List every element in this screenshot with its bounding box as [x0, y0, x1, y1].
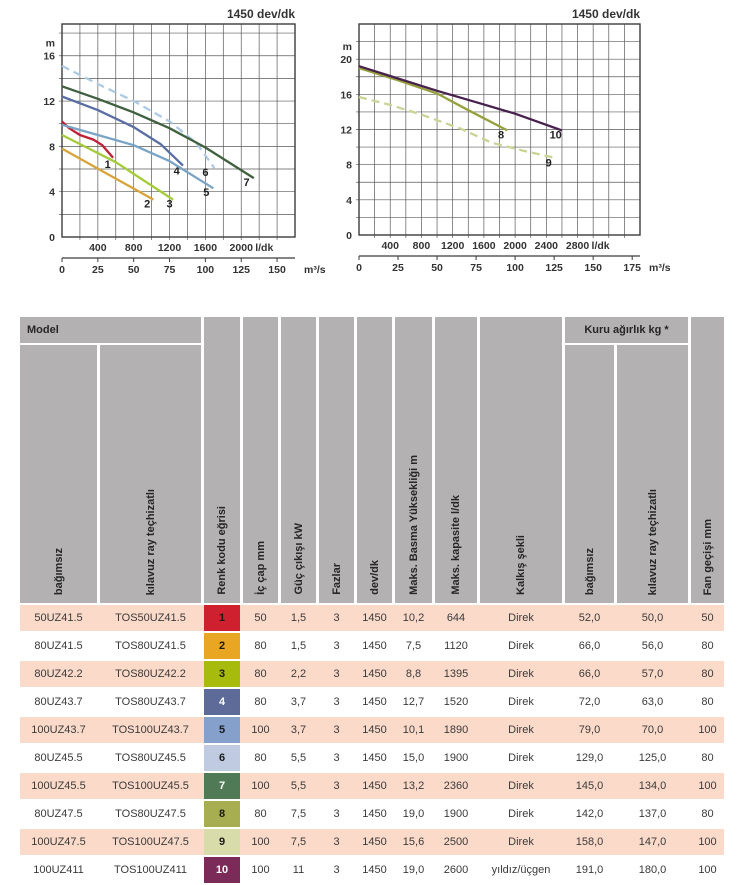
svg-text:l/dk: l/dk [591, 240, 610, 252]
kuru-bagimsiz-cell: 66,0 [578, 640, 601, 652]
curve-number-badge: 5 [204, 717, 240, 743]
header-maks-basma: Maks. Basma Yüksekliği m [395, 317, 432, 603]
svg-text:m³/s: m³/s [649, 262, 671, 274]
fan-gecisi-cell: 80 [701, 808, 714, 820]
dev-dk-cell: 1450 [362, 780, 387, 792]
kuru-kilavuz-cell: 134,0 [638, 780, 667, 792]
fan-gecisi-cell: 80 [701, 668, 714, 680]
svg-text:800: 800 [412, 240, 431, 252]
guc-cikisi-cell: 1,5 [290, 640, 307, 652]
ic-cap-cell: 100 [251, 864, 270, 876]
model-bagimsiz-cell: 80UZ43.7 [34, 696, 83, 708]
header-dev-dk: dev/dk [357, 317, 392, 603]
fan-gecisi-cell: 50 [701, 612, 714, 624]
svg-text:175: 175 [623, 262, 641, 274]
maks-kapasite-cell: 644 [446, 612, 466, 624]
model-kilavuz-cell: TOS80UZ41.5 [115, 640, 186, 652]
svg-text:12: 12 [340, 124, 352, 137]
model-kilavuz-cell: TOS80UZ43.7 [115, 696, 186, 708]
pump-curve-charts [0, 0, 748, 305]
dev-dk-cell: 1450 [362, 752, 387, 764]
curve-label-6: 6 [202, 166, 209, 179]
svg-text:50: 50 [127, 264, 140, 276]
maks-basma-cell: 12,7 [402, 696, 425, 708]
kuru-bagimsiz-cell: 145,0 [575, 780, 604, 792]
svg-text:1200: 1200 [440, 240, 465, 252]
maks-basma-cell: 8,8 [405, 668, 422, 680]
header-maks-kapasite: Maks. kapasite l/dk [435, 317, 477, 603]
header-renk-kodu: Renk kodu eğrisi [204, 317, 240, 603]
table-row [20, 857, 724, 883]
svg-text:150: 150 [268, 264, 286, 276]
model-bagimsiz-cell: 80UZ42.2 [34, 668, 83, 680]
header-ic-cap: İç çap mm [243, 317, 278, 603]
table-body [20, 605, 724, 883]
svg-text:2000: 2000 [229, 242, 253, 254]
svg-text:8: 8 [346, 159, 352, 172]
curve-8 [359, 68, 507, 130]
ic-cap-cell: 80 [254, 808, 267, 820]
dev-dk-cell: 1450 [362, 836, 387, 848]
curve-label-4: 4 [173, 165, 180, 178]
maks-kapasite-cell: 2600 [443, 864, 469, 876]
guc-cikisi-cell: 5,5 [290, 780, 307, 792]
table-row [20, 773, 724, 799]
kuru-kilavuz-cell: 50,0 [641, 612, 664, 624]
svg-text:0: 0 [346, 230, 352, 242]
svg-text:50: 50 [431, 262, 443, 274]
maks-basma-cell: 19,0 [402, 808, 425, 820]
model-bagimsiz-cell: 80UZ47.5 [34, 808, 83, 820]
curve-number-badge: 1 [204, 605, 240, 631]
maks-basma-cell: 7,5 [405, 640, 422, 652]
svg-text:1600: 1600 [472, 240, 496, 252]
kalkis-sekli-cell: Direk [508, 612, 534, 624]
maks-kapasite-cell: 1520 [443, 696, 469, 708]
ic-cap-cell: 80 [254, 696, 267, 708]
curve-label-9: 9 [545, 157, 552, 170]
table-header [20, 317, 724, 603]
kuru-bagimsiz-cell: 52,0 [578, 612, 601, 624]
model-kilavuz-cell: TOS80UZ45.5 [115, 752, 186, 764]
svg-text:m: m [45, 37, 55, 50]
curve-number-badge: 10 [204, 857, 240, 883]
fan-gecisi-cell: 100 [698, 724, 717, 736]
dev-dk-cell: 1450 [362, 864, 387, 876]
pump-curve-chart-left [12, 4, 342, 300]
table-row [20, 633, 724, 659]
model-kilavuz-cell: TOS80UZ47.5 [115, 808, 186, 820]
fazlar-cell: 3 [333, 752, 340, 764]
ic-cap-cell: 80 [254, 640, 267, 652]
table-row [20, 661, 724, 687]
ic-cap-cell: 100 [251, 780, 270, 792]
svg-text:75: 75 [163, 264, 176, 276]
maks-basma-cell: 10,2 [402, 612, 425, 624]
model-bagimsiz-cell: 100UZ47.5 [31, 836, 86, 848]
svg-text:400: 400 [89, 242, 107, 254]
guc-cikisi-cell: 2,2 [290, 668, 307, 680]
svg-text:1200: 1200 [157, 242, 182, 254]
ic-cap-cell: 80 [254, 668, 267, 680]
dev-dk-cell: 1450 [362, 696, 387, 708]
model-bagimsiz-cell: 100UZ411 [33, 864, 84, 876]
curve-label-10: 10 [549, 129, 562, 142]
curve-label-3: 3 [166, 198, 173, 211]
model-bagimsiz-cell: 100UZ45.5 [31, 780, 86, 792]
kalkis-sekli-cell: Direk [508, 808, 534, 820]
curve-label-2: 2 [144, 198, 151, 211]
kuru-kilavuz-cell: 180,0 [638, 864, 667, 876]
curve-number-badge: 4 [204, 689, 240, 715]
maks-basma-cell: 15,6 [402, 836, 425, 848]
dev-dk-cell: 1450 [362, 724, 387, 736]
guc-cikisi-cell: 3,7 [290, 724, 307, 736]
curve-label-1: 1 [104, 158, 111, 171]
table-row [20, 829, 724, 855]
maks-kapasite-cell: 2500 [443, 836, 469, 848]
axis-labels [43, 7, 325, 276]
header-model: Model [20, 317, 201, 343]
curve-label-8: 8 [497, 129, 505, 142]
kalkis-sekli-cell: Direk [508, 696, 534, 708]
dev-dk-cell: 1450 [362, 808, 387, 820]
table-row [20, 745, 724, 771]
kuru-bagimsiz-cell: 79,0 [578, 724, 601, 736]
fazlar-cell: 3 [333, 640, 340, 652]
curve-number-badge: 8 [204, 801, 240, 827]
svg-text:16: 16 [340, 89, 352, 102]
svg-text:2800: 2800 [565, 240, 590, 252]
ic-cap-cell: 80 [254, 752, 267, 764]
svg-text:4: 4 [49, 186, 55, 199]
svg-text:0: 0 [49, 232, 55, 244]
model-kilavuz-cell: TOS100UZ47.5 [112, 836, 189, 848]
kuru-bagimsiz-cell: 158,0 [575, 836, 604, 848]
ic-cap-cell: 50 [254, 612, 267, 624]
header-kalkis-sekli: Kalkış şekli [480, 317, 562, 603]
guc-cikisi-cell: 11 [292, 864, 305, 876]
curve-5 [62, 125, 213, 189]
fan-gecisi-cell: 100 [698, 864, 717, 876]
curve-6 [62, 66, 214, 168]
model-kilavuz-cell: TOS100UZ45.5 [112, 780, 189, 792]
header-kuru-agirlik: Kuru ağırlık kg * [565, 317, 688, 343]
fazlar-cell: 3 [333, 724, 340, 736]
dev-dk-cell: 1450 [362, 668, 387, 680]
svg-text:20: 20 [340, 54, 352, 67]
table-row [20, 801, 724, 827]
kuru-kilavuz-cell: 70,0 [641, 724, 664, 736]
pump-curve-chart-right [330, 4, 726, 300]
svg-text:125: 125 [545, 262, 563, 274]
kalkis-sekli-cell: Direk [508, 724, 534, 736]
svg-text:8: 8 [49, 141, 55, 154]
curve-number-badge: 9 [204, 829, 240, 855]
fazlar-cell: 3 [333, 780, 340, 792]
svg-text:12: 12 [43, 96, 55, 109]
svg-text:m³/s: m³/s [304, 264, 326, 276]
model-bagimsiz-cell: 50UZ41.5 [34, 612, 83, 624]
svg-text:125: 125 [232, 264, 250, 276]
fazlar-cell: 3 [333, 836, 340, 848]
fan-gecisi-cell: 100 [698, 780, 717, 792]
model-kilavuz-cell: TOS50UZ41.5 [115, 612, 186, 624]
svg-text:1450 dev/dk: 1450 dev/dk [571, 7, 640, 21]
ic-cap-cell: 100 [251, 836, 270, 848]
svg-text:m: m [342, 41, 352, 54]
model-bagimsiz-cell: 80UZ41.5 [34, 640, 83, 652]
fazlar-cell: 3 [333, 864, 340, 876]
header-guc-cikisi: Güç çıkışı kW [281, 317, 316, 603]
svg-text:2400: 2400 [534, 240, 559, 252]
curve-number-badge: 2 [204, 633, 240, 659]
kuru-bagimsiz-cell: 66,0 [578, 668, 601, 680]
svg-text:150: 150 [584, 262, 602, 274]
model-bagimsiz-cell: 80UZ45.5 [34, 752, 83, 764]
kuru-kilavuz-cell: 147,0 [638, 836, 667, 848]
fan-gecisi-cell: 100 [698, 836, 717, 848]
svg-text:25: 25 [92, 264, 104, 276]
ic-cap-cell: 100 [251, 724, 270, 736]
curve-number-badge: 7 [204, 773, 240, 799]
guc-cikisi-cell: 5,5 [290, 752, 307, 764]
guc-cikisi-cell: 3,7 [290, 696, 307, 708]
svg-text:75: 75 [470, 262, 482, 274]
svg-text:1450 dev/dk: 1450 dev/dk [226, 7, 295, 21]
kuru-kilavuz-cell: 137,0 [638, 808, 667, 820]
maks-kapasite-cell: 2360 [443, 780, 469, 792]
kuru-kilavuz-cell: 125,0 [638, 752, 667, 764]
svg-text:4: 4 [346, 194, 352, 207]
table-row [20, 689, 724, 715]
kalkis-sekli-cell: Direk [508, 752, 534, 764]
table-row [20, 605, 724, 631]
kuru-bagimsiz-cell: 129,0 [575, 752, 604, 764]
maks-kapasite-cell: 1120 [444, 640, 468, 652]
kuru-bagimsiz-cell: 191,0 [575, 864, 604, 876]
curve-number-badge: 6 [204, 745, 240, 771]
svg-text:0: 0 [356, 262, 362, 274]
header-kuru-bagimsiz: bağımsız [565, 345, 614, 603]
curve-label-7: 7 [243, 177, 250, 190]
kuru-kilavuz-cell: 57,0 [641, 668, 664, 680]
model-kilavuz-cell: TOS100UZ43.7 [112, 724, 189, 736]
maks-basma-cell: 19,0 [402, 864, 425, 876]
maks-kapasite-cell: 1900 [443, 752, 469, 764]
fan-gecisi-cell: 80 [701, 696, 714, 708]
table-row [20, 717, 724, 743]
model-kilavuz-cell: TOS100UZ411 [114, 864, 187, 876]
guc-cikisi-cell: 7,5 [290, 808, 307, 820]
svg-text:800: 800 [124, 242, 143, 254]
maks-kapasite-cell: 1395 [443, 668, 469, 680]
header-fan-gecisi: Fan geçişi mm [691, 317, 724, 603]
dev-dk-cell: 1450 [362, 640, 387, 652]
svg-text:25: 25 [392, 262, 404, 274]
kalkis-sekli-cell: Direk [508, 640, 534, 652]
kuru-bagimsiz-cell: 72,0 [578, 696, 601, 708]
kalkis-sekli-cell: Direk [508, 780, 534, 792]
fazlar-cell: 3 [333, 612, 340, 624]
svg-text:16: 16 [43, 50, 55, 63]
kuru-bagimsiz-cell: 142,0 [575, 808, 604, 820]
fan-gecisi-cell: 80 [701, 752, 714, 764]
header-model-kilavuz: kılavuz ray teçhizatlı [100, 345, 201, 603]
svg-text:l/dk: l/dk [255, 242, 274, 254]
svg-text:2000: 2000 [503, 240, 527, 252]
curve-10 [359, 66, 562, 130]
maks-basma-cell: 13,2 [402, 780, 425, 792]
fazlar-cell: 3 [333, 808, 340, 820]
svg-text:100: 100 [196, 264, 215, 276]
model-kilavuz-cell: TOS80UZ42.2 [115, 668, 186, 680]
kalkis-sekli-cell: Direk [508, 668, 534, 680]
curve-3 [62, 135, 173, 200]
fazlar-cell: 3 [333, 696, 340, 708]
guc-cikisi-cell: 7,5 [290, 836, 307, 848]
kuru-kilavuz-cell: 56,0 [641, 640, 664, 652]
pump-spec-table [20, 317, 724, 885]
model-bagimsiz-cell: 100UZ43.7 [31, 724, 86, 736]
svg-text:0: 0 [59, 264, 65, 276]
maks-kapasite-cell: 1890 [443, 724, 469, 736]
guc-cikisi-cell: 1,5 [290, 612, 307, 624]
kalkis-sekli-cell: yıldız/üçgen [491, 864, 551, 876]
curve-label-5: 5 [203, 187, 210, 200]
dev-dk-cell: 1450 [362, 612, 387, 624]
curve-number-badge: 3 [204, 661, 240, 687]
header-model-bagimsiz: bağımsız [20, 345, 97, 603]
maks-basma-cell: 15,0 [402, 752, 425, 764]
svg-text:1600: 1600 [193, 242, 218, 254]
svg-text:400: 400 [381, 240, 399, 252]
header-fazlar: Fazlar [319, 317, 354, 603]
curve-9 [359, 97, 554, 158]
header-kuru-kilavuz: kılavuz ray teçhizatlı [617, 345, 688, 603]
maks-basma-cell: 10,1 [402, 724, 425, 736]
fazlar-cell: 3 [333, 668, 340, 680]
kalkis-sekli-cell: Direk [508, 836, 534, 848]
kuru-kilavuz-cell: 63,0 [641, 696, 664, 708]
maks-kapasite-cell: 1900 [443, 808, 469, 820]
svg-text:100: 100 [506, 262, 524, 274]
fan-gecisi-cell: 80 [701, 640, 714, 652]
